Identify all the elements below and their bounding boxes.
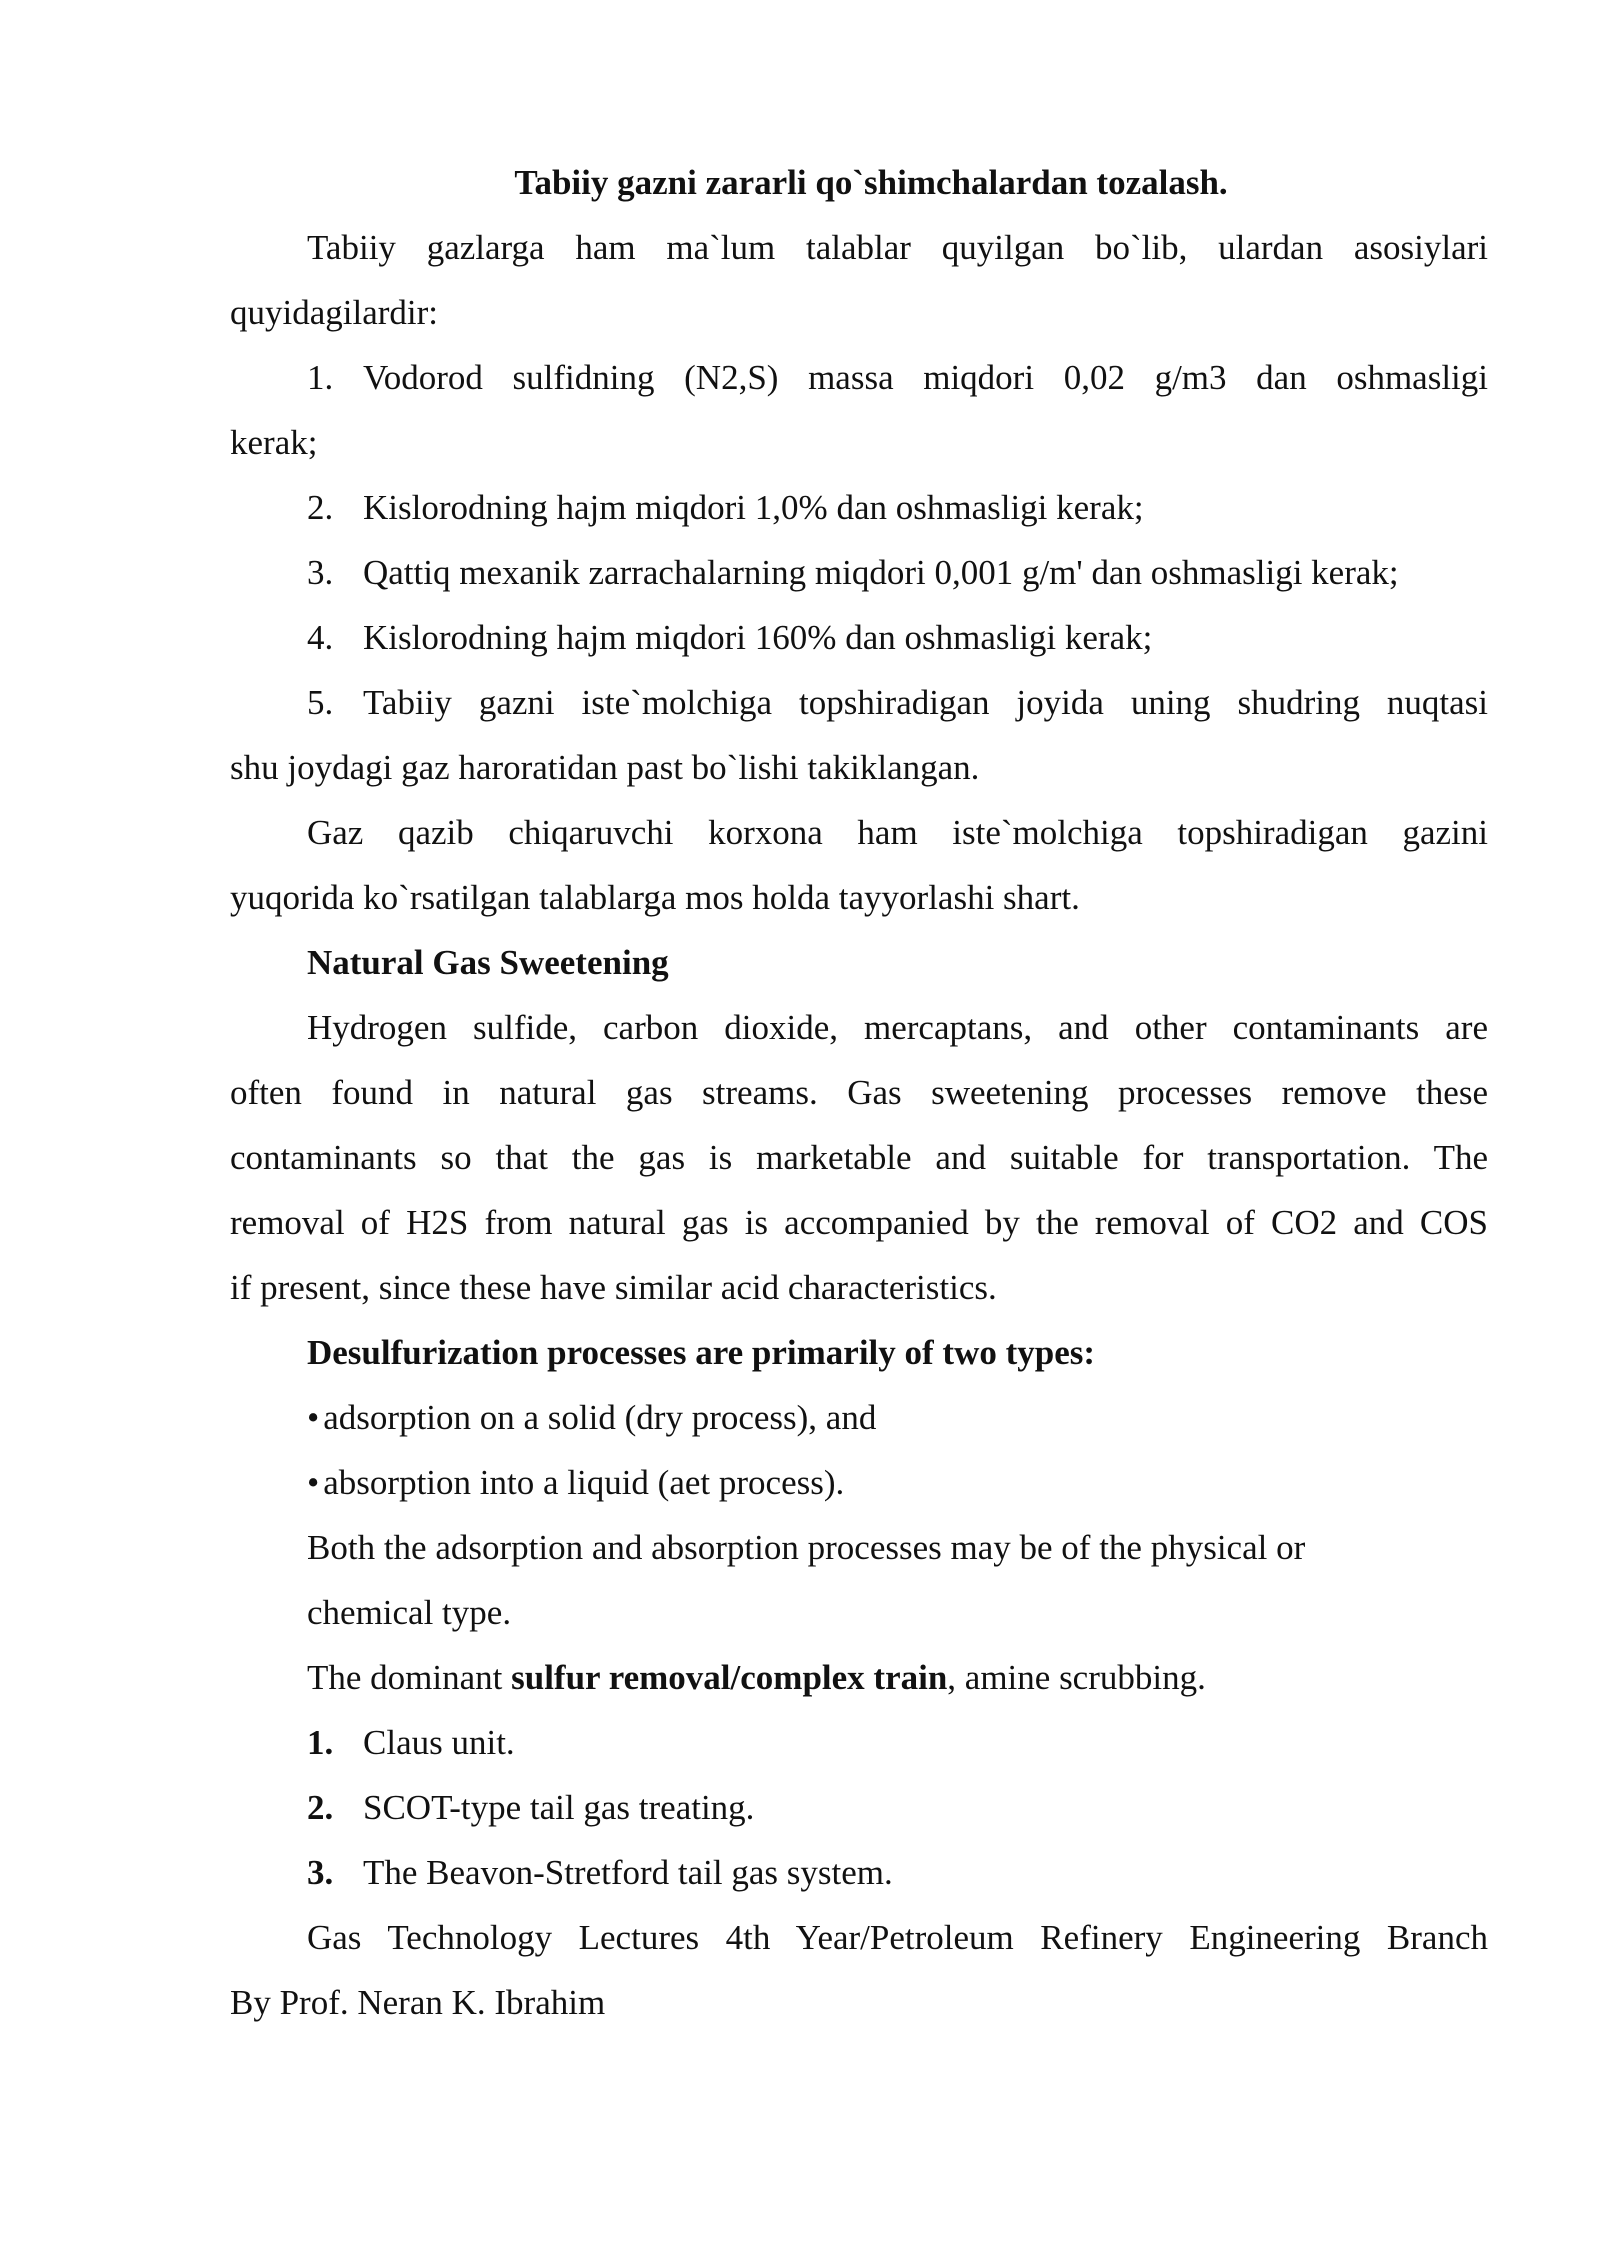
gas-production-line-1: Gaz qazib chiqaruvchi korxona ham iste`molchiga topshiradigan gazini xyxy=(307,813,1488,852)
requirement-text: Kislorodning hajm miqdori 160% dan oshmasligi kerak; xyxy=(363,618,1153,657)
requirement-text: Tabiiy gazni iste`molchiga topshiradigan joyida uning shudring nuqtasi xyxy=(363,683,1488,722)
dominant-text-before: The dominant xyxy=(307,1658,512,1697)
requirement-2 xyxy=(230,475,1488,540)
requirement-1-line-2: kerak; xyxy=(230,423,318,462)
requirement-1-line-1 xyxy=(230,345,1488,410)
requirement-number: 3. xyxy=(307,553,334,592)
citation-line-1: Gas Technology Lectures 4th Year/Petroleum Refinery Engineering Branch xyxy=(307,1918,1488,1957)
document-body xyxy=(230,150,1488,2035)
requirement-4 xyxy=(230,605,1488,670)
train-step-3 xyxy=(230,1840,1488,1905)
requirement-5-line-1 xyxy=(230,670,1488,735)
sweetening-heading: Natural Gas Sweetening xyxy=(307,943,669,982)
dominant-text-after: , amine scrubbing. xyxy=(947,1658,1206,1697)
requirement-number: 2. xyxy=(307,488,334,527)
train-step-2 xyxy=(230,1775,1488,1840)
intro-line-1: Tabiiy gazlarga ham ma`lum talablar quyilgan bo`lib, ulardan asosiylari xyxy=(307,228,1488,267)
requirement-text: Vodorod sulfidning (N2,S) massa miqdori 0,02 g/m3 dan oshmasligi xyxy=(363,358,1488,397)
requirement-3 xyxy=(230,540,1488,605)
bullet-item-wet xyxy=(230,1450,1488,1515)
sweetening-line-5: if present, since these have similar acid characteristics. xyxy=(230,1268,997,1307)
both-processes-line-2: chemical type. xyxy=(307,1593,512,1632)
requirement-text: Kislorodning hajm miqdori 1,0% dan oshmasligi kerak; xyxy=(363,488,1144,527)
step-number: 3. xyxy=(307,1853,334,1892)
bullet-text: adsorption on a solid (dry process), and xyxy=(323,1398,877,1437)
bullet-icon: • xyxy=(307,1463,320,1502)
sweetening-line-2: often found in natural gas streams. Gas sweetening processes remove these xyxy=(230,1073,1488,1112)
step-text: The Beavon-Stretford tail gas system. xyxy=(363,1853,893,1892)
both-processes-line-1: Both the adsorption and absorption processes may be of the physical or xyxy=(307,1528,1306,1567)
requirement-number: 5. xyxy=(307,683,334,722)
bullet-item-dry xyxy=(230,1385,1488,1450)
requirement-number: 4. xyxy=(307,618,334,657)
step-text: Claus unit. xyxy=(363,1723,515,1762)
sweetening-line-3: contaminants so that the gas is marketable and suitable for transportation. The xyxy=(230,1138,1488,1177)
dominant-text-bold: sulfur removal/complex train xyxy=(511,1658,948,1697)
bullet-text: absorption into a liquid (aet process). xyxy=(323,1463,845,1502)
train-step-1 xyxy=(230,1710,1488,1775)
sweetening-line-1: Hydrogen sulfide, carbon dioxide, mercaptans, and other contaminants are xyxy=(307,1008,1488,1047)
step-text: SCOT-type tail gas treating. xyxy=(363,1788,755,1827)
document-title: Tabiiy gazni zararli qo`shimchalardan tozalash. xyxy=(514,163,1228,202)
step-number: 2. xyxy=(307,1788,334,1827)
bullet-icon: • xyxy=(307,1398,320,1437)
requirement-number: 1. xyxy=(307,358,334,397)
requirement-text: Qattiq mexanik zarrachalarning miqdori 0,001 g/m' dan oshmasligi kerak; xyxy=(363,553,1399,592)
desulfurization-heading: Desulfurization processes are primarily of two types: xyxy=(307,1333,1096,1372)
gas-production-line-2: yuqorida ko`rsatilgan talablarga mos holda tayyorlashi shart. xyxy=(230,878,1080,917)
citation-line-2: By Prof. Neran K. Ibrahim xyxy=(230,1983,606,2022)
requirement-5-line-2: shu joydagi gaz haroratidan past bo`lishi takiklangan. xyxy=(230,748,980,787)
intro-line-2: quyidagilardir: xyxy=(230,293,439,332)
dominant-train-sentence xyxy=(230,1645,1488,1710)
step-number: 1. xyxy=(307,1723,334,1762)
sweetening-line-4: removal of H2S from natural gas is accompanied by the removal of CO2 and COS xyxy=(230,1203,1488,1242)
